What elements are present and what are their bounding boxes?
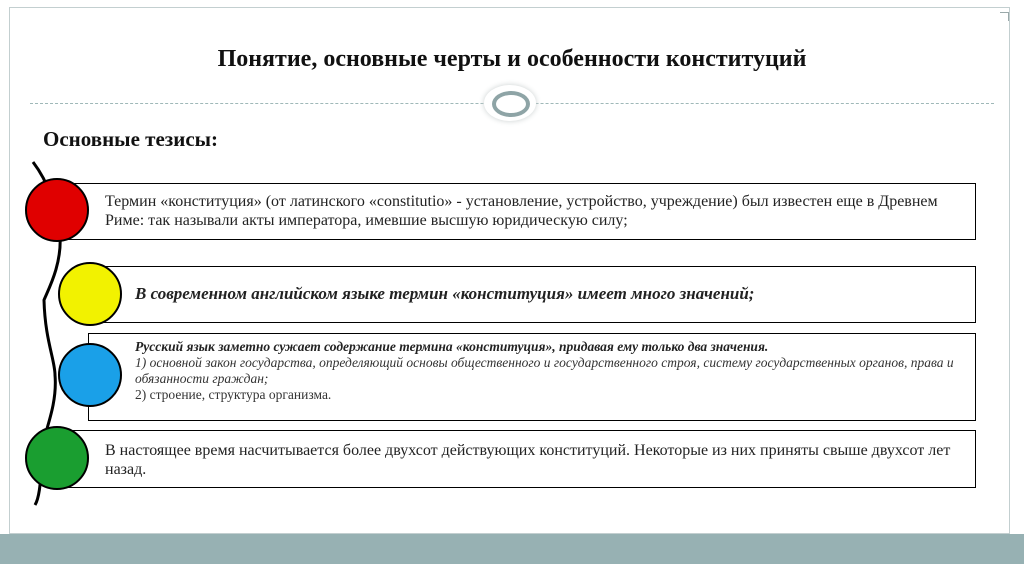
thesis-heading-3: Русский язык заметно сужает содержание термина «конституция», придавая ему только два значения. bbox=[135, 339, 769, 354]
thesis-marker-3 bbox=[58, 343, 122, 407]
slide-subtitle: Основные тезисы: bbox=[43, 127, 219, 151]
thesis-box-4 bbox=[56, 430, 976, 488]
thesis-text-2: В современном английском языке термин «конституция» имеет много значений; bbox=[135, 284, 755, 303]
thesis-point-2: 2) строение, структура организма. bbox=[135, 387, 332, 402]
thesis-content-3 bbox=[135, 339, 967, 403]
thesis-marker-2 bbox=[58, 262, 122, 326]
thesis-marker-4 bbox=[25, 426, 89, 490]
thesis-text-4: В настоящее время насчитывается более двухсот действующих конституций. Некоторые из них приняты свыше двухсот лет назад. bbox=[105, 442, 951, 478]
thesis-box-3 bbox=[88, 333, 976, 421]
thesis-point-1: 1) основной закон государства, определяющий основы общественного и государственного строя, систему государственных органов, права и обязанности граждан; bbox=[135, 355, 954, 386]
footer-band bbox=[0, 534, 1024, 564]
thesis-box-2 bbox=[88, 266, 976, 323]
thesis-marker-1 bbox=[25, 178, 89, 242]
thesis-box-1 bbox=[56, 183, 976, 240]
thesis-text-1: Термин «конституция» (от латинского «constitutio» - установление, устройство, учреждение) был известен еще в Древнем Риме: так называли акты императора, имевшие высшую юридическую силу; bbox=[105, 193, 938, 229]
slide-title: Понятие, основные черты и особенности конституций bbox=[217, 46, 807, 72]
